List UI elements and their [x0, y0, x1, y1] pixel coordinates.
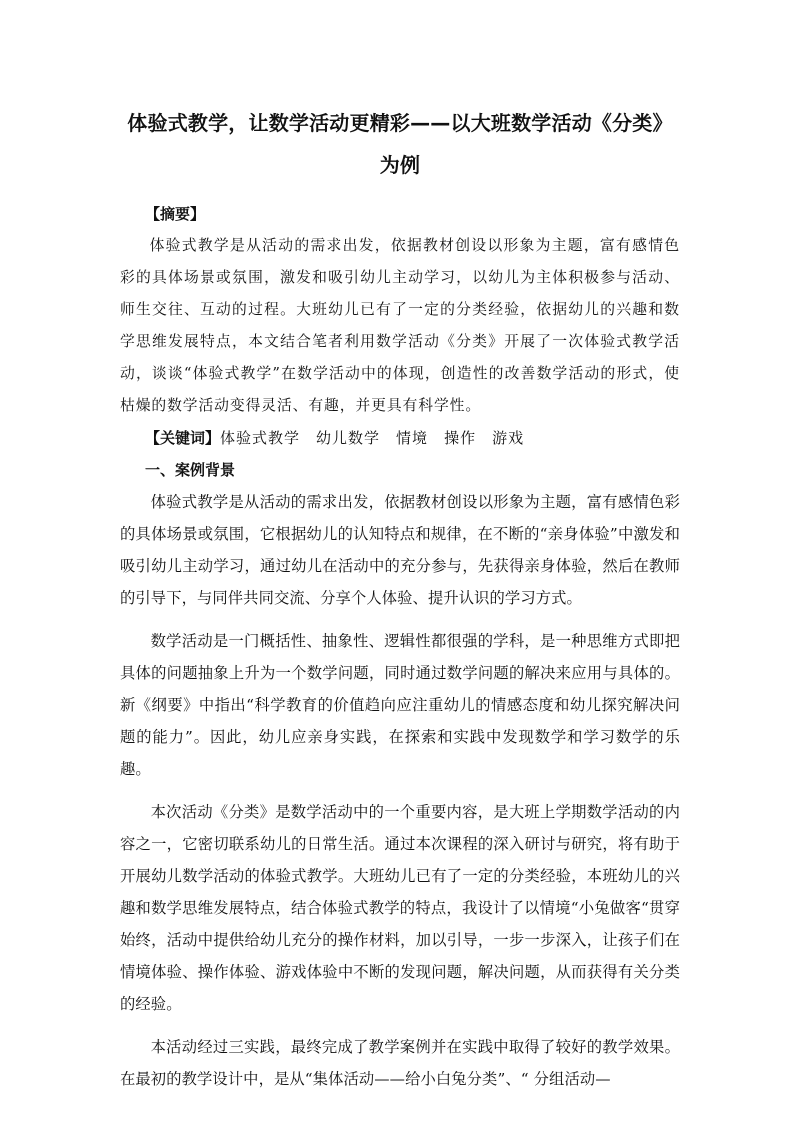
body-paragraph: 体验式教学是从活动的需求出发，依据教材创设以形象为主题，富有感情色彩的具体场景或氛围，它根据幼儿的认知特点和规律，在不断的“亲身体验”中激发和吸引幼儿主动学习，通过幼儿在活动中的充分参与，先获得亲身体验，然后在教师的引导下，与同伴共同交流、分享个人体验、提升认识的学习方式。 [120, 493, 680, 607]
keywords-label: 【关键词】 [145, 429, 221, 447]
abstract-text: 体验式教学是从活动的需求出发，依据教材创设以形象为主题，富有感情色彩的具体场景或氛围，激发和吸引幼儿主动学习，以幼儿为主体积极参与活动、师生交往、互动的过程。大班幼儿已有了一定的分类经验，依据幼儿的兴趣和数学思维发展特点，本文结合笔者利用数学活动《分类》开展了一次体验式教学活动，谈谈“体验式教学”在数学活动中的体现，创造性的改善数学活动的形式，使枯燥的数学活动变得灵活、有趣，并更具有科学性。 [120, 237, 680, 414]
body-paragraph: 本活动经过三实践，最终完成了教学案例并在实践中取得了较好的教学效果。在最初的教学设计中，是从“集体活动——给小白兔分类”、“ 分组活动— [120, 1038, 680, 1088]
keyword-item: 情境 [396, 429, 429, 447]
abstract-heading: 【摘要】 [145, 205, 206, 223]
body-paragraph: 数学活动是一门概括性、抽象性、逻辑性都很强的学科，是一种思维方式即把具体的问题抽象上升为一个数学问题，同时通过数学问题的解决来应用与具体的。新《纲要》中指出“科学教育的价值趋向应注重幼儿的情感态度和幼儿探究解决问题的能力”。因此，幼儿应亲身实践，在探索和实践中发现数学和学习数学的乐趣。 [120, 632, 680, 778]
keyword-item: 幼儿数学 [316, 429, 381, 447]
keyword-item: 体验式教学 [220, 429, 301, 447]
keyword-item: 操作 [444, 429, 477, 447]
document-title: 体验式教学，让数学活动更精彩——以大班数学活动《分类》为例 [127, 111, 673, 177]
keyword-item: 游戏 [492, 429, 525, 447]
keywords-line [120, 422, 680, 454]
body-paragraph: 本次活动《分类》是数学活动中的一个重要内容，是大班上学期数学活动的内容之一，它密切联系幼儿的日常生活。通过本次课程的深入研讨与研究，将有助于开展幼儿数学活动的体验式教学。大班幼儿已有了一定的分类经验，本班幼儿的兴趣和数学思维发展特点，结合体验式教学的特点，我设计了以情境“小兔做客“贯穿始终，活动中提供给幼儿充分的操作材料，加以引导，一步一步深入，让孩子们在情境体验、操作体验、游戏体验中不断的发现问题，解决问题，从而获得有关分类的经验。 [120, 803, 680, 1013]
section-heading: 一、案例背景 [145, 461, 236, 479]
